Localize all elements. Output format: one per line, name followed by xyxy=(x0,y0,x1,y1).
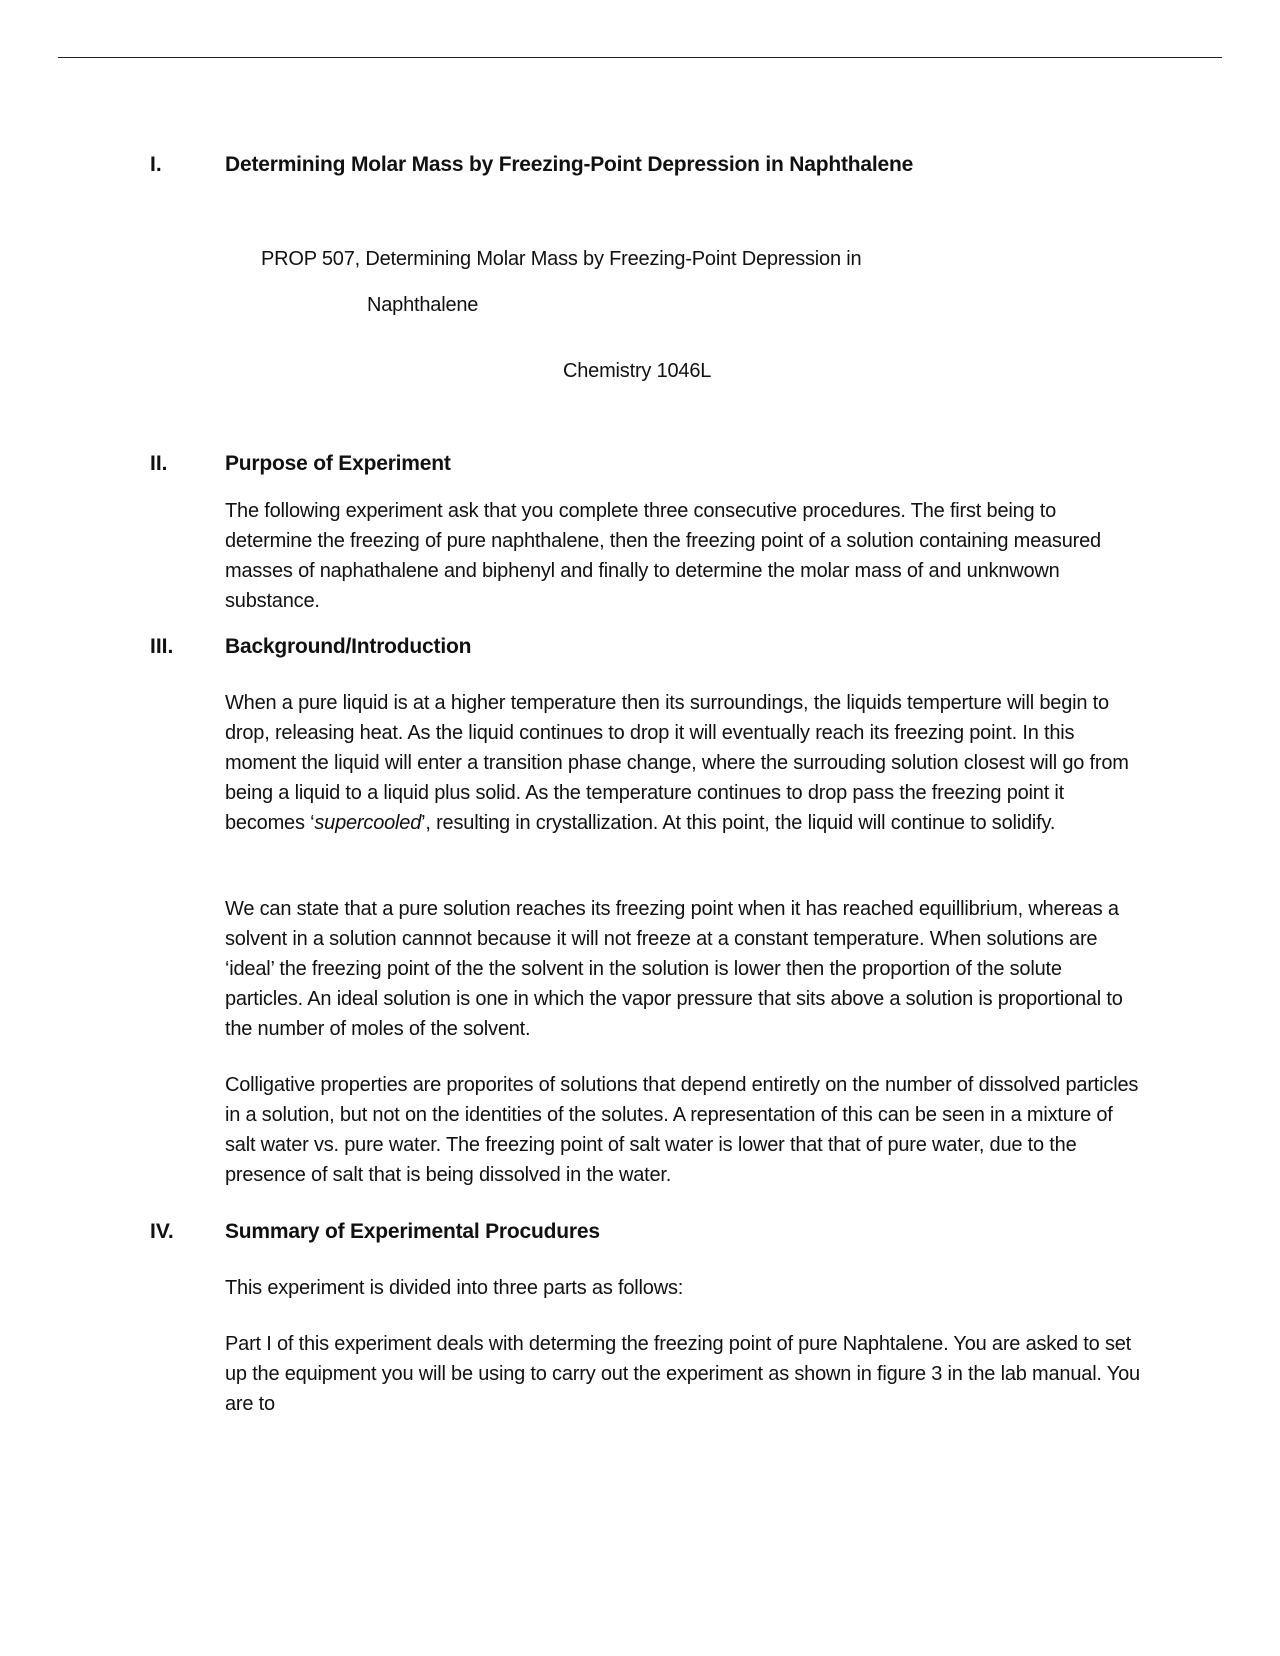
supercooled-term: supercooled xyxy=(314,812,422,834)
section-2-heading: Purpose of Experiment xyxy=(225,452,451,475)
background-paragraph-1 xyxy=(225,688,1145,838)
background-paragraph-1-text-a: When a pure liquid is at a higher temperature then its surroundings, the liquids temperture will begin to drop, releasing heat. As the liquid continues to drop it will eventually reach its freezing point. In this moment the liquid will enter a transition phase change, where the surrouding solution closest will go from being a liquid to a liquid plus solid. As the temperature continues to drop pass the freezing point it becomes ‘ xyxy=(225,692,1129,834)
section-3-heading: Background/Introduction xyxy=(225,635,472,658)
procedures-part-1-paragraph: Part I of this experiment deals with determing the freezing point of pure Naphtalene. You are asked to set up the equipment you will be using to carry out the experiment as shown in figure 3 in the lab manual. You are to xyxy=(225,1333,1140,1415)
section-2-number: II. xyxy=(150,452,168,475)
background-paragraph-1-text-b: ’, resulting in crystallization. At this point, the liquid will continue to solidify. xyxy=(421,812,1056,834)
purpose-paragraph: The following experiment ask that you complete three consecutive procedures. The first being to determine the freezing of pure naphthalene, then the freezing point of a solution containing measured masses of naphathalene and biphenyl and finally to determine the molar mass of and unknwown substance. xyxy=(225,500,1101,612)
top-horizontal-rule xyxy=(58,57,1222,58)
title-block-line-1: PROP 507, Determining Molar Mass by Freezing-Point Depression in xyxy=(261,248,862,270)
procedures-intro-paragraph: This experiment is divided into three parts as follows: xyxy=(225,1277,684,1299)
course-name: Chemistry 1046L xyxy=(563,360,712,382)
section-3-number: III. xyxy=(150,635,174,658)
section-4-heading: Summary of Experimental Procudures xyxy=(225,1220,600,1243)
title-block-line-2: Naphthalene xyxy=(367,294,479,316)
background-paragraph-2: We can state that a pure solution reaches its freezing point when it has reached equillibrium, whereas a solvent in a solution cannnot because it will not freeze at a constant temperature. When solutions are ‘ideal’ the freezing point of the the solvent in the solution is lower then the proportion of the solute particles. An ideal solution is one in which the vapor pressure that sits above a solution is proportional to the number of moles of the solvent. xyxy=(225,898,1123,1040)
section-4-number: IV. xyxy=(150,1220,174,1243)
section-1-heading: Determining Molar Mass by Freezing-Point Depression in Naphthalene xyxy=(225,153,914,176)
background-paragraph-3: Colligative properties are proporites of solutions that depend entiretly on the number of dissolved particles in a solution, but not on the identities of the solutes. A representation of this can be seen in a mixture of salt water vs. pure water. The freezing point of salt water is lower that that of pure water, due to the presence of salt that is being dissolved in the water. xyxy=(225,1074,1139,1186)
section-1-number: I. xyxy=(150,153,162,176)
